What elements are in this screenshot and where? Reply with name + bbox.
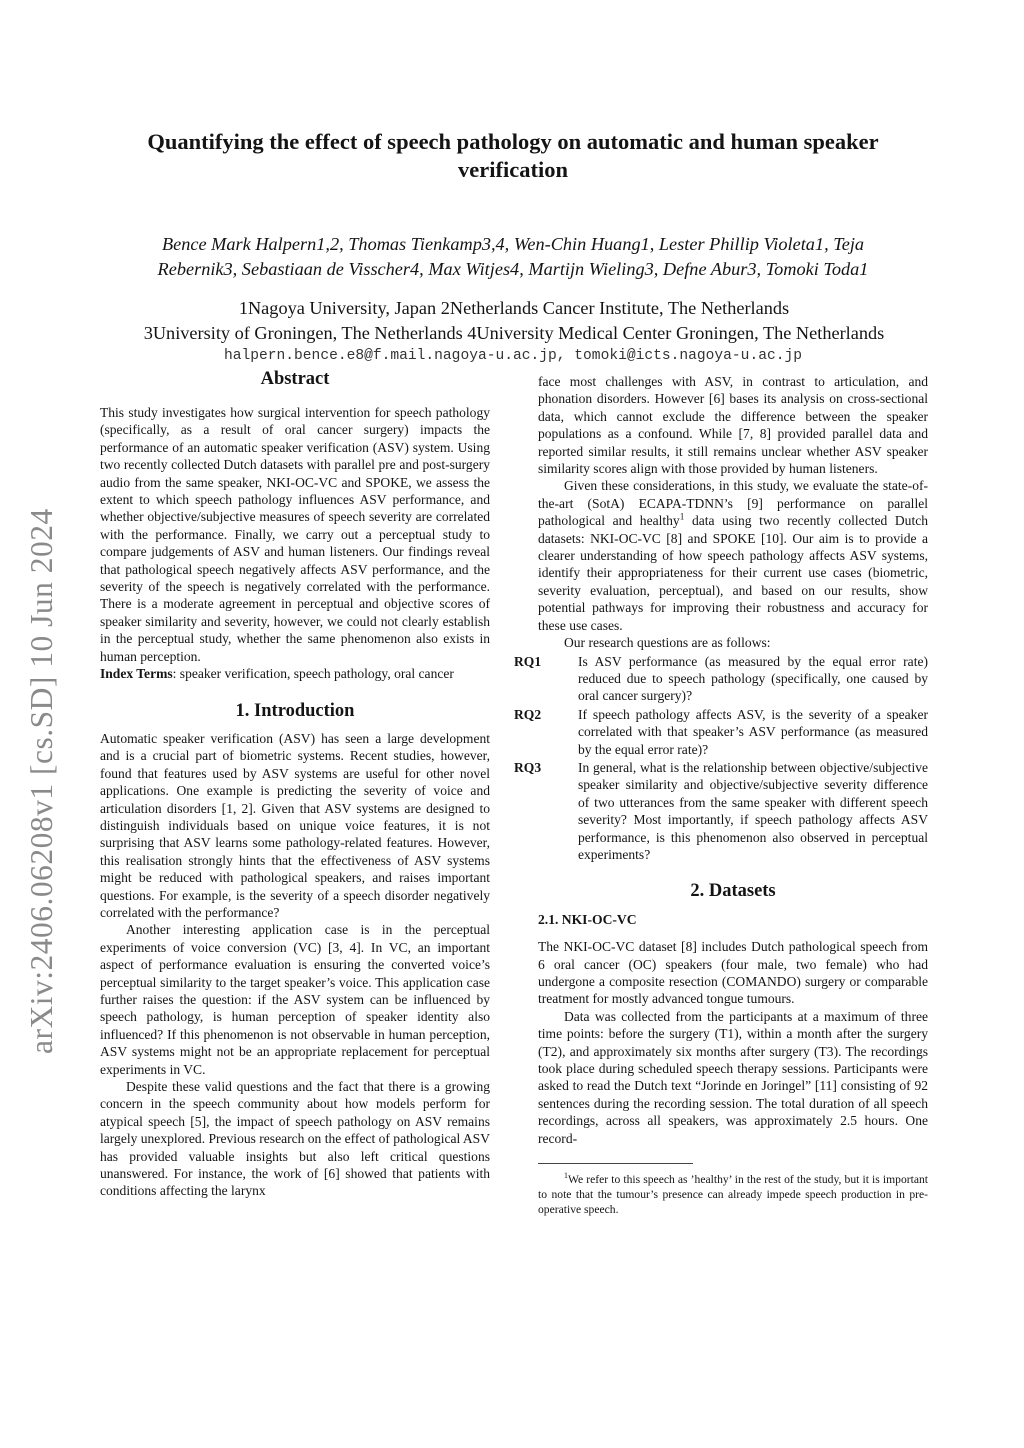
abstract-heading: Abstract bbox=[260, 369, 330, 389]
affiliation-line-2: 3University of Groningen, The Netherlands 4University Medical Center Groningen, The Netherlands bbox=[143, 322, 885, 343]
right-column bbox=[514, 373, 928, 1217]
index-terms-label: Index Terms bbox=[100, 666, 173, 682]
arxiv-stamp: arXiv:2406.06208v1 [cs.SD] 10 Jun 2024 bbox=[24, 508, 59, 1054]
research-question bbox=[514, 653, 928, 705]
rq-label: RQ1 bbox=[514, 653, 542, 669]
intro-paragraph-1: Automatic speaker verification (ASV) has seen a large development and is a crucial part of biometric systems. Recent studies, however, found that features used by ASV systems are useful for other novel applications. One example is predicting the severity of voice and articulation disorders [1, 2]. Given that ASV systems are designed to distinguish individuals based on unique voice features, it is not surprising that ASV learns some pathology-related features. However, this realisation strongly hints that the effectiveness of ASV systems might be reduced with pathological speakers, and raises important questions. For example, is the severity of a speech disorder negatively correlated with the performance? bbox=[100, 730, 490, 920]
intro-paragraph-3: Despite these valid questions and the fact that there is a growing concern in the speech community about how models perform for atypical speech [5], the impact of speech pathology on ASV remains largely unexplored. Previous research on the effect of pathological ASV has provided valuable insights but also left critical questions unanswered. For instance, the work of [6] showed that patients with conditions affecting the larynx bbox=[100, 1079, 490, 1199]
intro-paragraph-6: Our research questions are as follows: bbox=[564, 635, 771, 651]
author-line-2: Rebernik3, Sebastiaan de Visscher4, Max Witjes4, Martijn Wieling3, Defne Abur3, Tomoki Toda1 bbox=[157, 259, 869, 279]
author-line-1: Bence Mark Halpern1,2, Thomas Tienkamp3,4, Wen-Chin Huang1, Lester Phillip Violeta1, Teja bbox=[161, 234, 865, 254]
affiliation-line-1: 1Nagoya University, Japan 2Netherlands Cancer Institute, The Netherlands bbox=[238, 298, 790, 318]
rq-text: Is ASV performance (as measured by the equal error rate) reduced due to speech pathology (specifically, one caused by oral cancer surgery)? bbox=[578, 653, 928, 704]
author-list bbox=[100, 232, 926, 282]
rq-text: If speech pathology affects ASV, is the severity of a speaker correlated with that speaker’s ASV performance (as measured by the equal error rate)? bbox=[578, 706, 928, 757]
paper-title: Quantifying the effect of speech pathology on automatic and human speaker verification bbox=[147, 129, 879, 182]
footnote-number: 1 bbox=[564, 1171, 568, 1181]
index-terms-text: : speaker verification, speech pathology, oral cancer bbox=[172, 666, 454, 682]
affiliation-list bbox=[96, 296, 932, 345]
datasets-paragraph-1: The NKI-OC-VC dataset [8] includes Dutch pathological speech from 6 oral cancer (OC) speakers (four male, two female) who had undergone a composite resection (COMANDO) surgery or comparable treatment for mostly advanced tongue tumours. bbox=[538, 939, 928, 1007]
left-column bbox=[100, 368, 490, 1200]
abstract-body: This study investigates how surgical intervention for speech pathology (specifically, as a result of oral cancer surgery) impacts the performance of an automatic speaker verification (ASV) system. Using two recently collected Dutch datasets with parallel pre and post-surgery audio from the same speaker, NKI-OC-VC and SPOKE, we assess the extent to which speech pathology influences ASV performance, and whether objective/subjective measures of speech severity are correlated with the performance. Finally, we carry out a perceptual study to compare judgements of ASV and human listeners. Our findings reveal that pathological speech negatively affects ASV performance, and the severity of the speech is negatively correlated with the performance. There is a moderate agreement in perceptual and objective scores of speaker similarity and severity, however, we could not clearly establish in the perceptual study, whether the same phenomenon also exists in human perception. bbox=[100, 405, 490, 664]
subsection-heading-nki-oc-vc: 2.1. NKI-OC-VC bbox=[538, 911, 637, 927]
footnote-divider bbox=[538, 1163, 693, 1164]
rq-label: RQ2 bbox=[514, 706, 542, 722]
section-heading-datasets: 2. Datasets bbox=[690, 881, 776, 902]
section-heading-introduction: 1. Introduction bbox=[235, 700, 355, 721]
datasets-paragraph-2: Data was collected from the participants at a maximum of three time points: before the surgery (T1), within a month after the surgery (T2), and approximately six months after surgery (T3). The recordings took place during scheduled speech therapy sessions. Participants were asked to read the Dutch text “Jorinde en Joringel” [11] consisting of 92 sentences during the recording session. The total duration of all speech recordings, across all speakers, was approximately 2.5 hours. One record- bbox=[538, 1008, 928, 1146]
research-question bbox=[514, 706, 928, 758]
intro-paragraph-4: face most challenges with ASV, in contrast to articulation, and phonation disorders. However [6] bases its analysis on cross-sectional data, which cannot exclude the difference between the speaker populations as a confound. While [7, 8] provided parallel data and reported similar results, it still remains unclear whether ASV speaker similarity scores align with those provided by human listeners. bbox=[538, 374, 928, 477]
footnote-text: We refer to this speech as ’healthy’ in the rest of the study, but it is important to note that the tumour’s presence can already impede speech production in pre-operative speech. bbox=[538, 1173, 928, 1217]
index-terms bbox=[100, 665, 490, 682]
footnote bbox=[538, 1172, 928, 1217]
rq-label: RQ3 bbox=[514, 759, 542, 775]
footnote-mark: 1 bbox=[679, 511, 685, 522]
intro-paragraph-5: Given these considerations, in this study, we evaluate the state-of-the-art (SotA) ECAPA-TDNN’s [9] performance on parallel pathological and healthy$^1$ data using two recently collected Dutch datasets: NKI-OC-VC [8] and SPOKE [10]. Our aim is to provide a clearer understanding of how speech pathology affects ASV systems, identify their appropriateness for their current use cases (biometric, severity evaluation, perceptual), and based on our results, show potential pathways for improving their robustness and accuracy for these use cases. bbox=[538, 478, 928, 633]
intro-paragraph-2: Another interesting application case is in the perceptual experiments of voice conversion (VC) [3, 4]. In VC, an important aspect of performance evaluation is ensuring the converted voice’s perceptual similarity to the target speaker’s voice. This application case further raises the question: if the ASV system can be influenced by speech pathology, is human perception of speaker identity also influenced? If this phenomenon is not observable in human perception, ASV systems might not be an appropriate replacement for perceptual experiments in VC. bbox=[100, 922, 490, 1077]
author-emails: halpern.bence.e8@f.mail.nagoya-u.ac.jp, tomoki@icts.nagoya-u.ac.jp bbox=[223, 348, 802, 364]
research-question bbox=[514, 759, 928, 863]
research-questions bbox=[514, 653, 928, 864]
rq-text: In general, what is the relationship between objective/subjective speaker similarity and objective/subjective severity difference of two utterances from the same speaker with different speech severity? Most importantly, if speech pathology affects ASV performance, is this phenomenon also observed in perceptual experiments? bbox=[578, 759, 928, 862]
